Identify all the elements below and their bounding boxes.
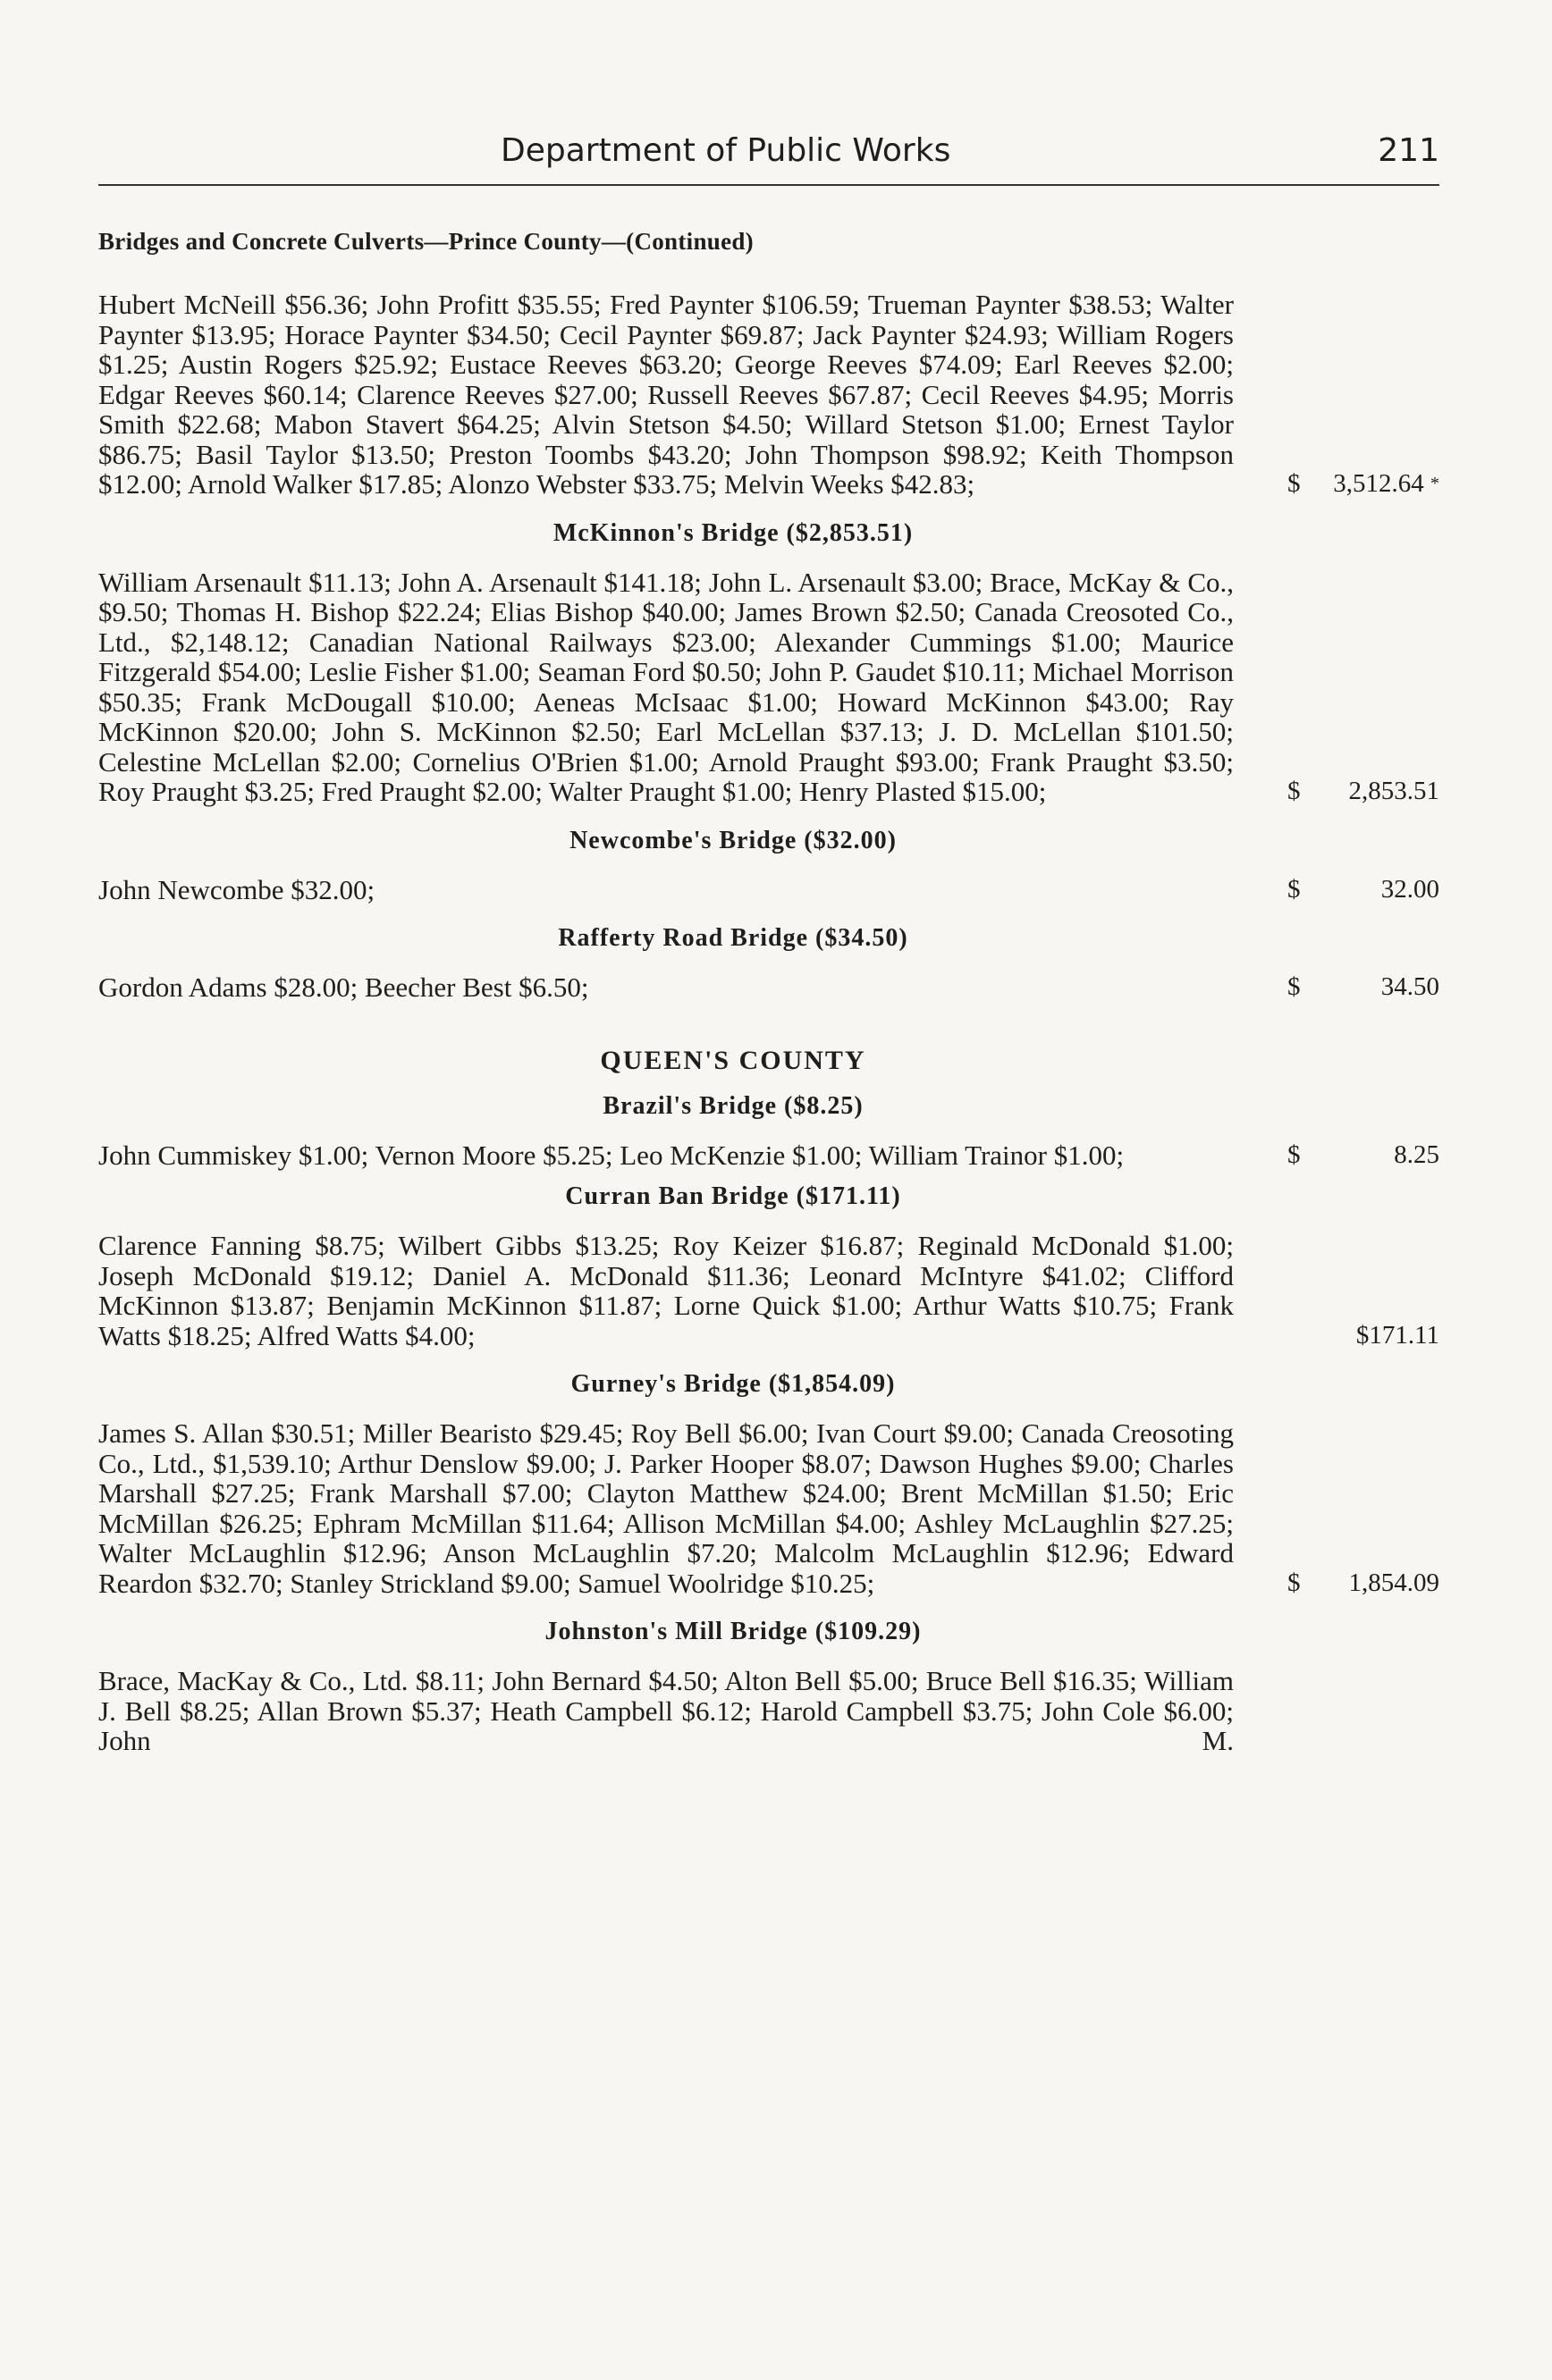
entry-brazil [98,1140,1439,1171]
entry-text: Gordon Adams $28.00; Beecher Best $6.50; [98,971,589,1003]
entry-newcombe [98,875,1439,905]
page-content [98,228,1439,1769]
section-heading-gurney: Gurney's Bridge ($1,854.09) [570,1370,896,1398]
entry-text: James S. Allan $30.51; Miller Bearisto $29.45; Roy Bell $6.00; Ivan Court $9.00; Canada Creosoting Co., Ltd., $1,539.10; Arthur Denslow $9.00; J. Parker Hooper $8.07; Dawson Hughes $9.00; Charles Marshall $27.25; Frank Marshall $7.00; Clayton Matthew $24.00; Brent McMillan $1.50; Eric McMillan $26.25; Ephram McMillan $11.64; Allison McMillan $4.00; Ashley McLaughlin $27.25; Walter McLaughlin $12.96; Anson McLaughlin $7.20; Malcolm McLaughlin $12.96; Edward Reardon $32.70; Stanley Strickland $9.00; Samuel Woolridge $10.25; [98,1417,1234,1599]
page-title: Department of Public Works [501,132,951,169]
entry-text: John Newcombe $32.00; [98,873,375,905]
entry-gurney [98,1418,1439,1598]
entry-curran [98,1231,1439,1350]
county-heading-queens: QUEEN'S COUNTY [600,1045,866,1075]
currency-sign: $ [1287,1568,1301,1597]
amount-value: $171.11 [1355,1320,1439,1350]
entry-text: Hubert McNeill $56.36; John Profitt $35.55; Fred Paynter $106.59; Trueman Paynter $38.53; Walter Paynter $13.95; Horace Paynter $34.50; Cecil Paynter $69.87; Jack Paynter $24.93; William Rogers $1.25; Austin Rogers $25.92; Eustace Reeves $63.20; George Reeves $74.09; Earl Reeves $2.00; Edgar Reeves $60.14; Clarence Reeves $27.00; Russell Reeves $67.87; Cecil Reeves $4.95; Morris Smith $22.68; Mabon Stavert $64.25; Alvin Stetson $4.50; Willard Stetson $1.00; Ernest Taylor $86.75; Basil Taylor $13.50; Preston Toombs $43.20; John Thompson $98.92; Keith Thompson $12.00; Arnold Walker $17.85; Alonzo Webster $33.75; Melvin Weeks $42.83; [98,289,1234,500]
entry-amount [1234,469,1439,500]
amount-value: 8.25 [1394,1140,1439,1169]
currency-sign: $ [1287,1140,1301,1169]
currency-sign: $ [1287,777,1301,805]
entry-text: John Cummiskey $1.00; Vernon Moore $5.25; Leo McKenzie $1.00; William Trainor $1.00; [98,1139,1125,1171]
section-heading-mckinnon: McKinnon's Bridge ($2,853.51) [552,518,914,547]
page-header [98,132,1439,182]
entry-rafferty [98,972,1439,1003]
section-heading-johnston: Johnston's Mill Bridge ($109.29) [544,1618,922,1645]
entry-mckinnon [98,568,1439,807]
currency-sign: $ [1287,469,1301,498]
entry-text: Clarence Fanning $8.75; Wilbert Gibbs $13.25; Roy Keizer $16.87; Reginald McDonald $1.00; Joseph McDonald $19.12; Daniel A. McDonald $11.36; Leonard McIntyre $41.02; Clifford McKinnon $13.87; Benjamin McKinnon $11.87; Lorne Quick $1.00; Arthur Watts $10.75; Frank Watts $18.25; Alfred Watts $4.00; [98,1230,1234,1351]
section-heading-curran: Curran Ban Bridge ($171.11) [565,1182,901,1210]
entry-amount [1234,972,1439,1003]
amount-value: 32.00 [1380,874,1439,904]
entry-amount [1234,875,1439,905]
amount-number: 3,512.64 [1333,469,1424,498]
section-heading-rafferty: Rafferty Road Bridge ($34.50) [558,924,908,952]
entry-johnston [98,1666,1439,1756]
section-heading-brazil: Brazil's Bridge ($8.25) [603,1091,864,1120]
entry-text: William Arsenault $11.13; John A. Arsenault $141.18; John L. Arsenault $3.00; Brace, McKay & Co., $9.50; Thomas H. Bishop $22.24; Elias Bishop $40.00; James Brown $2.50; Canada Creosoted Co., Ltd., $2,148.12; Canadian National Railways $23.00; Alexander Cummings $1.00; Maurice Fitzgerald $54.00; Leslie Fisher $1.00; Seaman Ford $0.50; John P. Gaudet $10.11; Michael Morrison $50.35; Frank McDougall $10.00; Aeneas McIsaac $1.00; Howard McKinnon $43.00; Ray McKinnon $20.00; John S. McKinnon $2.50; Earl McLellan $37.13; J. D. McLellan $101.50; Celestine McLellan $2.00; Cornelius O'Brien $1.00; Arnold Praught $93.00; Frank Praught $3.50; Roy Praught $3.25; Fred Praught $2.00; Walter Praught $1.00; Henry Plasted $15.00; [98,566,1234,807]
amount-value [1333,469,1439,500]
currency-sign: $ [1287,972,1301,1001]
entry-text: Brace, MacKay & Co., Ltd. $8.11; John Bernard $4.50; Alton Bell $5.00; Bruce Bell $16.35; William J. Bell $8.25; Allan Brown $5.37; Heath Campbell $6.12; Harold Campbell $3.75; John Cole $6.00; John M. [98,1665,1234,1756]
amount-value: 2,853.51 [1348,777,1439,805]
amount-value: 34.50 [1380,972,1439,1001]
amount-value: 1,854.09 [1348,1568,1439,1597]
header-rule [98,184,1439,186]
entry-amount [1234,777,1439,807]
entry-amount [1234,1140,1439,1171]
currency-sign: $ [1287,874,1301,904]
asterisk-mark: * [1430,474,1439,493]
entry-prince-continued [98,290,1439,500]
entry-amount [1234,1321,1439,1351]
entry-amount [1234,1568,1439,1599]
page-number: 211 [1378,132,1439,169]
section-heading-newcombe: Newcombe's Bridge ($32.00) [569,826,897,854]
continued-heading: Bridges and Concrete Culverts—Prince County—(Continued) [98,228,754,255]
